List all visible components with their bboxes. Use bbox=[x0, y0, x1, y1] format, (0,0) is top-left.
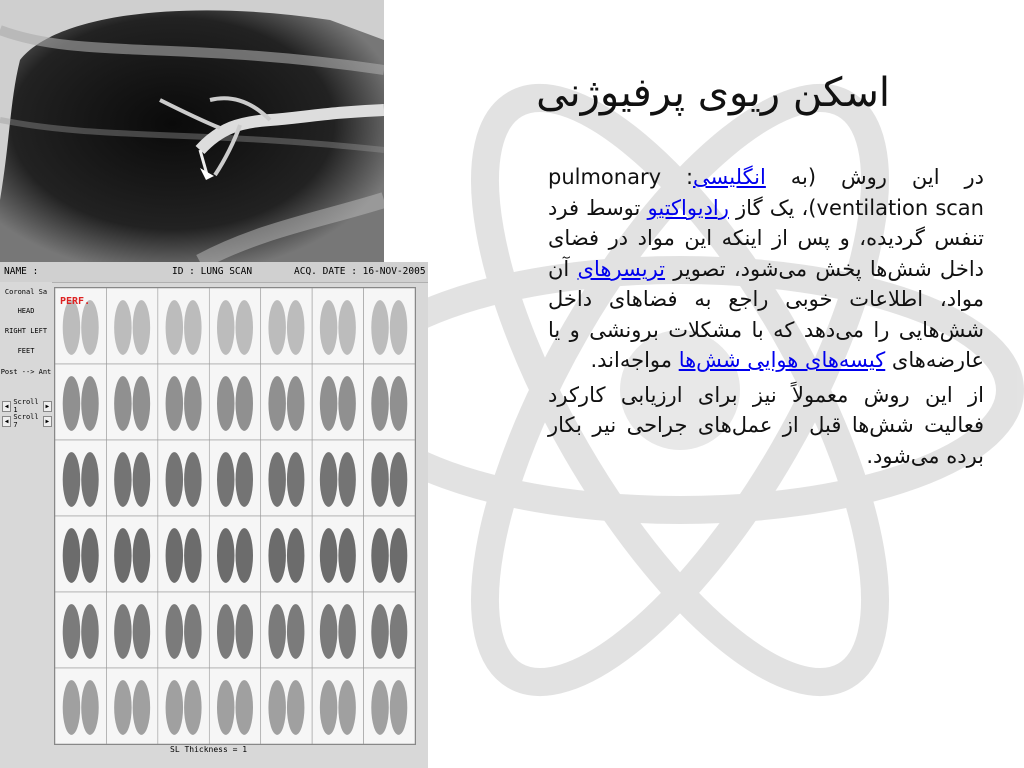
scan-frame bbox=[209, 668, 260, 744]
link-tracers[interactable]: تریسرهای bbox=[577, 256, 666, 281]
paragraph-1 bbox=[506, 162, 984, 376]
english-term: pulmonary ventilation scan bbox=[548, 165, 984, 220]
scan-frame bbox=[312, 592, 363, 668]
text-segment: )، یک گاز bbox=[728, 195, 817, 220]
scroll-right-icon[interactable]: ▶ bbox=[43, 416, 52, 427]
scroll-right-icon[interactable]: ▶ bbox=[43, 401, 52, 412]
id-label: ID : LUNG SCAN bbox=[172, 266, 253, 277]
scan-frame bbox=[364, 440, 415, 516]
scan-frame bbox=[55, 364, 106, 440]
scan-header bbox=[0, 262, 428, 283]
scan-frame bbox=[312, 440, 363, 516]
acq-date: ACQ. DATE : 16-NOV-2005 bbox=[294, 266, 426, 277]
slide-title: اسکن ریوی پرفیوژنی bbox=[536, 70, 890, 116]
scan-frame bbox=[312, 288, 363, 364]
scan-frame bbox=[261, 592, 312, 668]
scan-frame bbox=[158, 592, 209, 668]
scan-frame bbox=[261, 440, 312, 516]
side-label-view: Coronal Sa bbox=[4, 288, 48, 296]
scan-frame bbox=[158, 668, 209, 744]
scroll-1-control[interactable] bbox=[2, 398, 52, 414]
name-label: NAME : bbox=[4, 266, 39, 277]
scan-frame bbox=[364, 516, 415, 592]
scan-frame bbox=[261, 288, 312, 364]
side-label-orientation: RIGHT LEFT bbox=[4, 327, 48, 335]
scan-frame bbox=[364, 592, 415, 668]
scroll-7-label: Scroll 7 bbox=[13, 413, 39, 429]
scan-frame bbox=[158, 516, 209, 592]
paragraph-2: از این روش معمولاً نیز برای ارزیابی کارکرد فعالیت شش‌ها قبل از عمل‌های جراحی نیر بکار برده می‌شود. bbox=[548, 382, 984, 468]
link-english[interactable]: انگلیسی bbox=[693, 165, 766, 189]
scan-frame bbox=[55, 592, 106, 668]
scan-frame bbox=[209, 288, 260, 364]
text-segment: توسط فرد تنفس گردیده، و پس از اینکه این مواد در فضای داخل شش‌ها پخش می‌شود، تصویر bbox=[548, 195, 985, 281]
scan-frame bbox=[261, 364, 312, 440]
scan-frame bbox=[364, 668, 415, 744]
scan-frame bbox=[209, 516, 260, 592]
perf-label: PERF. bbox=[60, 296, 91, 307]
side-label-head: HEAD bbox=[17, 307, 35, 315]
scan-image-grid bbox=[54, 287, 416, 745]
scan-frame bbox=[106, 288, 157, 364]
slice-thickness-label: SL Thickness = 1 bbox=[170, 745, 248, 754]
scroll-left-icon[interactable]: ◀ bbox=[2, 401, 11, 412]
scan-frame bbox=[106, 364, 157, 440]
scan-frame bbox=[209, 592, 260, 668]
scan-frame bbox=[55, 440, 106, 516]
text-segment: آن مواد، اطلاعات خوبی راجع به فضاهای داخل شش‌هایی را می‌دهد که با مشکلات برونشی و یا عارضه‌های bbox=[548, 256, 984, 372]
scan-sidebar bbox=[0, 282, 52, 768]
scan-frame bbox=[158, 288, 209, 364]
scan-frame bbox=[209, 364, 260, 440]
text-segment: مواجه‌اند. bbox=[590, 348, 679, 372]
scan-frame bbox=[261, 668, 312, 744]
scan-frame bbox=[106, 592, 157, 668]
side-label-feet: FEET bbox=[17, 347, 35, 355]
scan-frame bbox=[312, 364, 363, 440]
scan-frame bbox=[209, 440, 260, 516]
scan-frame bbox=[55, 668, 106, 744]
scroll-1-label: Scroll 1 bbox=[13, 398, 39, 414]
scan-frame bbox=[312, 516, 363, 592]
scan-frame bbox=[261, 516, 312, 592]
scan-frame bbox=[158, 440, 209, 516]
link-lung-cysts[interactable]: کیسه‌های هوایی شش‌ها bbox=[678, 348, 886, 372]
scan-frame bbox=[312, 668, 363, 744]
scroll-7-control[interactable] bbox=[2, 413, 52, 429]
link-radioactive[interactable]: رادیواکتیو bbox=[647, 195, 729, 220]
scan-frame bbox=[106, 440, 157, 516]
scroll-left-icon[interactable]: ◀ bbox=[2, 416, 11, 427]
scan-frame bbox=[158, 364, 209, 440]
scan-frame bbox=[364, 288, 415, 364]
side-label-direction: Post --> Ant bbox=[0, 368, 52, 376]
pulmonary-angiogram-image bbox=[0, 0, 384, 262]
scan-frame bbox=[55, 516, 106, 592]
text-segment: : bbox=[661, 165, 694, 189]
text-segment: در این روش (به bbox=[765, 165, 984, 189]
lung-perfusion-scan-panel bbox=[0, 262, 428, 768]
slide-body bbox=[506, 162, 984, 475]
scan-frame bbox=[106, 668, 157, 744]
scan-frame bbox=[364, 364, 415, 440]
scan-frame bbox=[106, 516, 157, 592]
